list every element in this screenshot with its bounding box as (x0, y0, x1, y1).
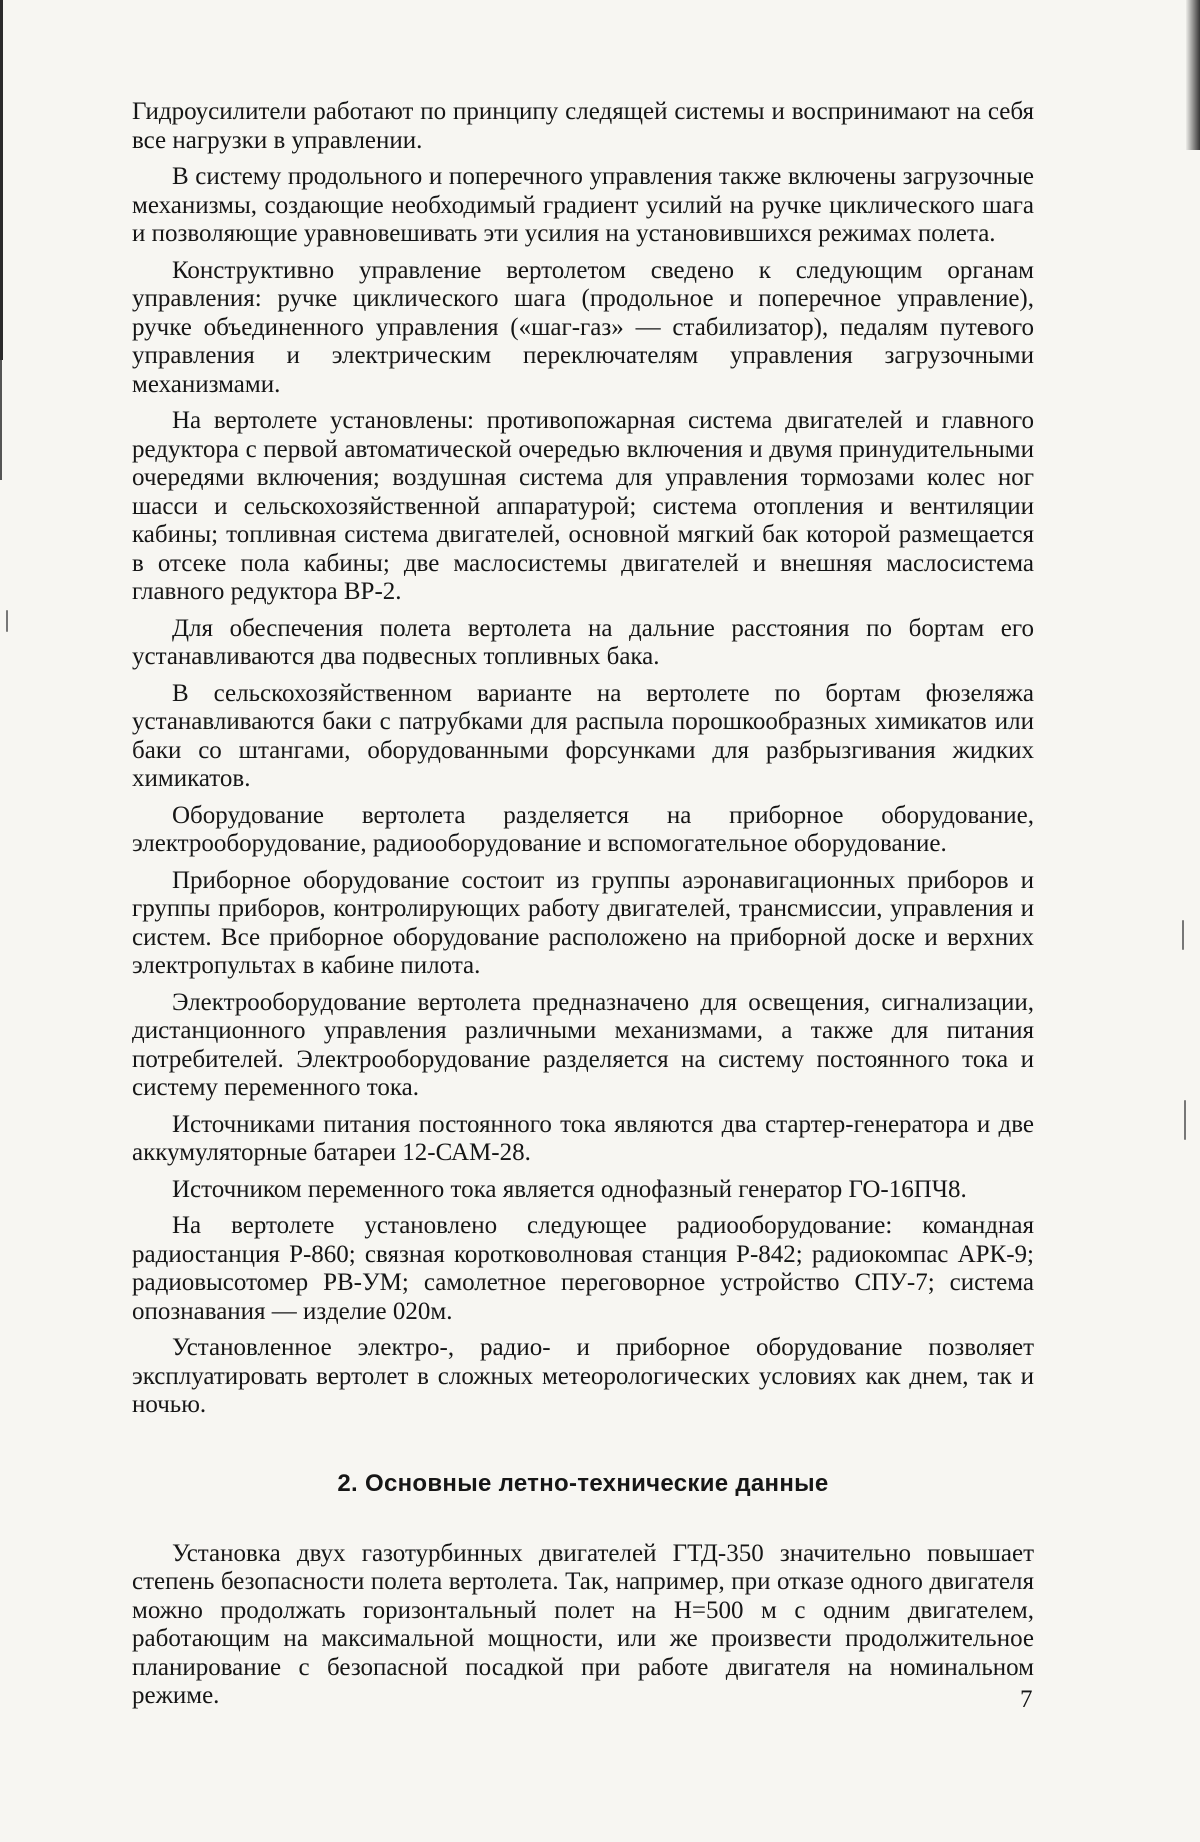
paragraph: Для обеспечения полета вертолета на дальние расстояния по бортам его устанавливаются два подвесных топливных бака. (132, 614, 1034, 670)
scan-speck (1184, 1100, 1186, 1140)
paragraph: Гидроусилители работают по принципу следящей системы и воспринимают на себя все нагрузки в управлении. (132, 98, 1034, 154)
paragraph: В систему продольного и поперечного управления также включены загрузочные механизмы, создающие необходимый градиент усилий на ручке циклического шага и позволяющие уравновешивать эти усилия на установившихся режимах полета. (132, 163, 1034, 247)
scan-speck (6, 610, 8, 632)
paragraph: Оборудование вертолета разделяется на приборное оборудование, электрооборудование, радиооборудование и вспомогательное оборудование. (132, 801, 1034, 857)
paragraph: Конструктивно управление вертолетом сведено к следующим органам управления: ручке циклического шага (продольное и поперечное управление), ручке объединенного управления («шаг-газ» — стабилизатор), педалям путевого управления и электрическим переключателям управления загрузочными механизмами. (132, 256, 1034, 398)
section-heading: 2. Основные летно-технические данные (337, 1469, 829, 1497)
paragraph: Электрооборудование вертолета предназначено для освещения, сигнализации, дистанционного управления различными механизмами, а также для питания потребителей. Электрооборудование разделяется на систему постоянного тока и систему переменного тока. (132, 988, 1034, 1101)
scan-edge-left (0, 0, 3, 360)
paragraph: Установка двух газотурбинных двигателей ГТД-350 значительно повышает степень безопасности полета вертолета. Так, например, при отказе одного двигателя можно продолжать горизонтальный полет на H=500 м с одним двигателем, работающим на максимальной мощности, или же произвести продолжительное планирование с безопасной посадкой при работе двигателя на номинальном режиме. (132, 1539, 1034, 1709)
paragraph: Приборное оборудование состоит из группы аэронавигационных приборов и группы приборов, контролирующих работу двигателей, трансмиссии, управления и систем. Все приборное оборудование расположено на приборной доске и верхних электропультах в кабине пилота. (132, 866, 1034, 979)
paragraph: На вертолете установлены: противопожарная система двигателей и главного редуктора с первой автоматической очередью включения и двумя принудительными очередями включения; воздушная система для управления тормозами колес ног шасси и сельскохозяйственной аппаратурой; система отопления и вентиляции кабины; топливная система двигателей, основной мягкий бак которой размещается в отсеке пола кабины; две маслосистемы двигателей и внешняя маслосистема главного редуктора ВР-2. (132, 407, 1034, 605)
page-body (132, 98, 1034, 1719)
paragraph: На вертолете установлено следующее радиооборудование: командная радиостанция Р-860; связная коротковолновая станция Р-842; радиокомпас АРК-9; радиовысотомер РВ-УМ; самолетное переговорное устройство СПУ-7; система опознавания — изделие 020м. (132, 1212, 1034, 1325)
paragraph: В сельскохозяйственном варианте на вертолете по бортам фюзеляжа устанавливаются баки с патрубками для распыла порошкообразных химикатов или баки со штангами, оборудованными форсунками для разбрызгивания жидких химикатов. (132, 679, 1034, 792)
paragraph: Источником переменного тока является однофазный генератор ГО-16ПЧ8. (172, 1175, 967, 1203)
page-number: 7 (1020, 1686, 1033, 1713)
paragraph: Источниками питания постоянного тока являются два стартер-генератора и две аккумуляторные батареи 12-САМ-28. (132, 1110, 1034, 1166)
scan-edge-right (1186, 0, 1200, 150)
scan-edge-left-lower (0, 360, 2, 480)
paragraph: Установленное электро-, радио- и приборное оборудование позволяет эксплуатировать вертолет в сложных метеорологических условиях как днем, так и ночью. (132, 1334, 1034, 1418)
scan-speck (1182, 920, 1184, 950)
